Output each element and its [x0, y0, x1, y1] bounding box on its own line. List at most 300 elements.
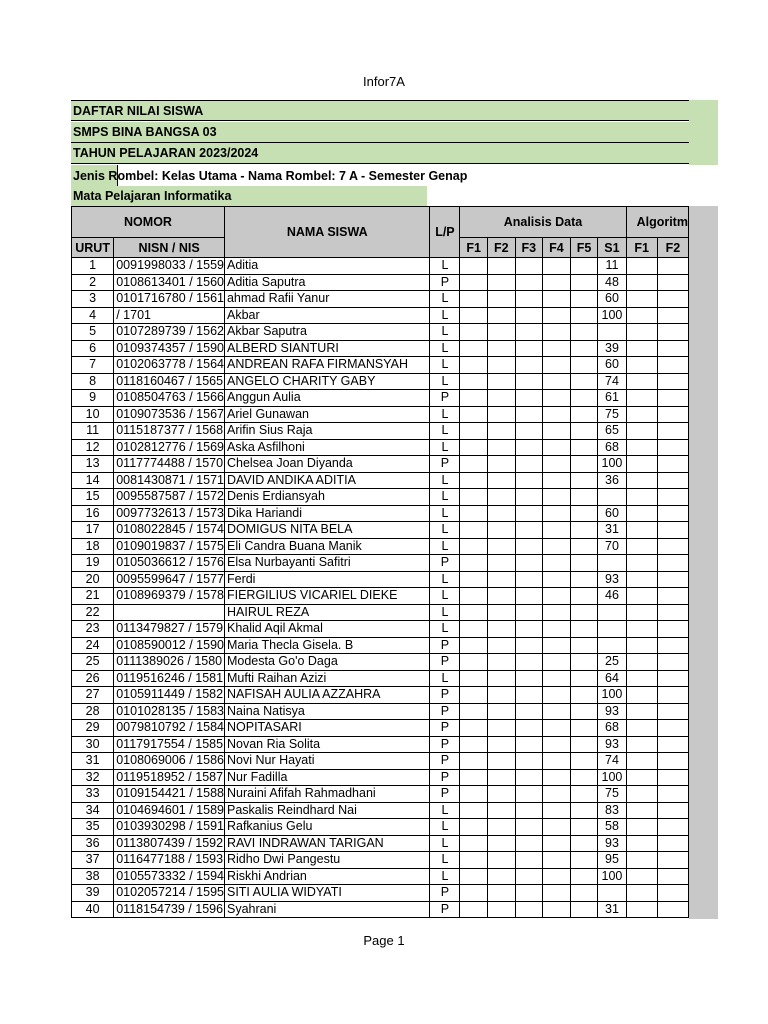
row-s1: 58	[598, 819, 626, 836]
row-algo-f2	[657, 373, 688, 390]
row-nama: HAIRUL REZA	[224, 604, 429, 621]
row-f3	[515, 423, 543, 440]
row-f4	[543, 654, 571, 671]
row-algo-f1	[626, 885, 657, 902]
row-algo-f1	[626, 868, 657, 885]
row-nisn: 0081430871 / 1571	[114, 472, 225, 489]
header-sub-f1: F1	[460, 238, 488, 258]
row-f2	[487, 687, 515, 704]
row-f3	[515, 439, 543, 456]
row-lp: P	[430, 720, 460, 737]
row-algo-f1	[626, 654, 657, 671]
row-f5	[570, 654, 598, 671]
row-nisn: 0109154421 / 1588	[114, 786, 225, 803]
row-f3	[515, 522, 543, 539]
row-nama: SITI AULIA WIDYATI	[224, 885, 429, 902]
row-f1	[460, 670, 488, 687]
row-f3	[515, 835, 543, 852]
row-f3	[515, 588, 543, 605]
row-f5	[570, 571, 598, 588]
table-row	[72, 406, 689, 423]
row-nisn: 0079810792 / 1584	[114, 720, 225, 737]
row-urut: 34	[72, 802, 114, 819]
row-urut: 11	[72, 423, 114, 440]
row-f3	[515, 505, 543, 522]
row-s1: 93	[598, 835, 626, 852]
row-algo-f2	[657, 522, 688, 539]
row-f5	[570, 687, 598, 704]
row-algo-f2	[657, 621, 688, 638]
row-algo-f1	[626, 753, 657, 770]
row-nisn: 0117917554 / 1585	[114, 736, 225, 753]
row-lp: P	[430, 885, 460, 902]
row-f5	[570, 472, 598, 489]
row-f4	[543, 258, 571, 275]
row-f4	[543, 406, 571, 423]
row-f1	[460, 439, 488, 456]
row-algo-f2	[657, 736, 688, 753]
row-f3	[515, 720, 543, 737]
row-f3	[515, 357, 543, 374]
row-f1	[460, 291, 488, 308]
table-row	[72, 489, 689, 506]
row-urut: 40	[72, 901, 114, 918]
row-algo-f1	[626, 687, 657, 704]
row-nisn: 0109019837 / 1575	[114, 538, 225, 555]
row-lp: P	[430, 736, 460, 753]
table-row	[72, 373, 689, 390]
row-nisn: 0119518952 / 1587	[114, 769, 225, 786]
row-f5	[570, 522, 598, 539]
row-algo-f2	[657, 786, 688, 803]
table-row	[72, 324, 689, 341]
row-s1: 46	[598, 588, 626, 605]
row-algo-f1	[626, 439, 657, 456]
row-algo-f2	[657, 703, 688, 720]
row-f5	[570, 258, 598, 275]
row-s1: 93	[598, 703, 626, 720]
row-f3	[515, 621, 543, 638]
row-s1: 31	[598, 522, 626, 539]
row-algo-f1	[626, 769, 657, 786]
row-algo-f1	[626, 373, 657, 390]
row-nisn: 0118154739 / 1596	[114, 901, 225, 918]
row-f2	[487, 769, 515, 786]
row-nisn: 0108069006 / 1586	[114, 753, 225, 770]
row-s1	[598, 324, 626, 341]
row-f5	[570, 802, 598, 819]
row-nama: Nur Fadilla	[224, 769, 429, 786]
row-s1	[598, 621, 626, 638]
row-algo-f1	[626, 357, 657, 374]
row-algo-f2	[657, 901, 688, 918]
row-algo-f2	[657, 258, 688, 275]
row-f2	[487, 274, 515, 291]
row-lp: L	[430, 324, 460, 341]
header-sub-f3: F3	[515, 238, 543, 258]
row-f1	[460, 736, 488, 753]
row-f5	[570, 588, 598, 605]
row-f5	[570, 753, 598, 770]
row-f2	[487, 489, 515, 506]
row-algo-f1	[626, 819, 657, 836]
row-s1: 95	[598, 852, 626, 869]
row-lp: L	[430, 423, 460, 440]
table-row	[72, 538, 689, 555]
row-algo-f1	[626, 852, 657, 869]
table-row	[72, 291, 689, 308]
row-nisn: 0109073536 / 1567	[114, 406, 225, 423]
table-row	[72, 753, 689, 770]
row-urut: 37	[72, 852, 114, 869]
row-lp: L	[430, 621, 460, 638]
row-nama: RAVI INDRAWAN TARIGAN	[224, 835, 429, 852]
row-s1: 74	[598, 373, 626, 390]
row-f5	[570, 819, 598, 836]
row-nisn: 0101028135 / 1583	[114, 703, 225, 720]
row-s1: 64	[598, 670, 626, 687]
row-f5	[570, 456, 598, 473]
row-f2	[487, 456, 515, 473]
header-sub-f2: F2	[487, 238, 515, 258]
table-row	[72, 307, 689, 324]
row-algo-f1	[626, 621, 657, 638]
table-row	[72, 505, 689, 522]
row-f2	[487, 571, 515, 588]
row-urut: 7	[72, 357, 114, 374]
row-algo-f1	[626, 901, 657, 918]
row-algo-f1	[626, 835, 657, 852]
row-f4	[543, 753, 571, 770]
row-f1	[460, 406, 488, 423]
row-s1: 60	[598, 357, 626, 374]
row-f5	[570, 423, 598, 440]
row-f1	[460, 753, 488, 770]
row-lp: L	[430, 852, 460, 869]
row-f4	[543, 802, 571, 819]
row-f1	[460, 489, 488, 506]
row-nisn: 0117774488 / 1570	[114, 456, 225, 473]
row-f4	[543, 472, 571, 489]
row-f5	[570, 324, 598, 341]
row-f2	[487, 423, 515, 440]
row-f2	[487, 324, 515, 341]
row-nisn: 0109374357 / 1590	[114, 340, 225, 357]
row-algo-f1	[626, 588, 657, 605]
row-algo-f2	[657, 439, 688, 456]
row-nama: Eli Candra Buana Manik	[224, 538, 429, 555]
row-nisn: 0105911449 / 1582	[114, 687, 225, 704]
row-f2	[487, 720, 515, 737]
row-s1: 31	[598, 901, 626, 918]
row-nama: Akbar Saputra	[224, 324, 429, 341]
row-lp: P	[430, 555, 460, 572]
table-row	[72, 654, 689, 671]
row-lp: L	[430, 670, 460, 687]
row-f2	[487, 786, 515, 803]
row-nama: Khalid Aqil Akmal	[224, 621, 429, 638]
row-s1: 74	[598, 753, 626, 770]
table-row	[72, 901, 689, 918]
table-row	[72, 687, 689, 704]
row-urut: 6	[72, 340, 114, 357]
row-algo-f2	[657, 456, 688, 473]
row-algo-f2	[657, 538, 688, 555]
row-f5	[570, 670, 598, 687]
row-nama: Modesta Go'o Daga	[224, 654, 429, 671]
row-lp: P	[430, 753, 460, 770]
row-f5	[570, 489, 598, 506]
header-urut: URUT	[72, 238, 114, 258]
row-urut: 24	[72, 637, 114, 654]
row-f5	[570, 885, 598, 902]
row-s1: 83	[598, 802, 626, 819]
row-f3	[515, 819, 543, 836]
row-urut: 22	[72, 604, 114, 621]
row-f5	[570, 868, 598, 885]
row-f2	[487, 307, 515, 324]
row-f3	[515, 538, 543, 555]
row-f3	[515, 852, 543, 869]
row-f5	[570, 406, 598, 423]
row-f1	[460, 885, 488, 902]
row-f2	[487, 637, 515, 654]
row-f1	[460, 720, 488, 737]
row-lp: L	[430, 373, 460, 390]
row-f1	[460, 307, 488, 324]
row-f4	[543, 670, 571, 687]
row-nisn: 0119516246 / 1581	[114, 670, 225, 687]
page-footer: Page 1	[363, 933, 405, 948]
row-nama: Riskhi Andrian	[224, 868, 429, 885]
row-s1: 100	[598, 456, 626, 473]
row-f2	[487, 522, 515, 539]
row-algo-f1	[626, 736, 657, 753]
row-f3	[515, 571, 543, 588]
row-f4	[543, 505, 571, 522]
row-f5	[570, 786, 598, 803]
row-urut: 20	[72, 571, 114, 588]
header-algoritma: Algoritm	[626, 207, 688, 238]
row-nama: Maria Thecla Gisela. B	[224, 637, 429, 654]
table-row	[72, 852, 689, 869]
row-f2	[487, 472, 515, 489]
row-f1	[460, 852, 488, 869]
rombel-info: Jenis Rombel: Kelas Utama - Nama Rombel: 7 A - Semester Genap	[73, 169, 468, 183]
row-algo-f2	[657, 357, 688, 374]
row-algo-f2	[657, 324, 688, 341]
row-nisn: 0105573332 / 1594	[114, 868, 225, 885]
row-algo-f1	[626, 390, 657, 407]
row-f1	[460, 274, 488, 291]
row-f1	[460, 555, 488, 572]
row-lp: L	[430, 307, 460, 324]
row-s1: 68	[598, 720, 626, 737]
header-sub-algo-f2: F2	[657, 238, 688, 258]
row-s1: 93	[598, 736, 626, 753]
header-sub-f5: F5	[570, 238, 598, 258]
row-s1: 100	[598, 307, 626, 324]
row-nisn: 0108969379 / 1578	[114, 588, 225, 605]
row-f5	[570, 637, 598, 654]
row-f5	[570, 439, 598, 456]
row-algo-f1	[626, 505, 657, 522]
row-algo-f2	[657, 505, 688, 522]
row-nisn: 0104694601 / 1589	[114, 802, 225, 819]
row-lp: P	[430, 456, 460, 473]
row-f2	[487, 736, 515, 753]
row-algo-f1	[626, 456, 657, 473]
row-nama: Aditia	[224, 258, 429, 275]
row-lp: L	[430, 489, 460, 506]
row-f5	[570, 357, 598, 374]
row-f2	[487, 588, 515, 605]
row-algo-f2	[657, 637, 688, 654]
row-urut: 21	[72, 588, 114, 605]
row-algo-f2	[657, 720, 688, 737]
row-f4	[543, 687, 571, 704]
row-f2	[487, 654, 515, 671]
row-f1	[460, 505, 488, 522]
row-nama: Paskalis Reindhard Nai	[224, 802, 429, 819]
row-f3	[515, 258, 543, 275]
row-f1	[460, 868, 488, 885]
row-nisn: 0113807439 / 1592	[114, 835, 225, 852]
row-f1	[460, 901, 488, 918]
table-row	[72, 604, 689, 621]
row-nisn: 0116477188 / 1593	[114, 852, 225, 869]
row-nisn: 0091998033 / 1559	[114, 258, 225, 275]
row-f1	[460, 373, 488, 390]
row-algo-f2	[657, 571, 688, 588]
row-f1	[460, 835, 488, 852]
row-s1: 70	[598, 538, 626, 555]
row-algo-f2	[657, 423, 688, 440]
row-f1	[460, 258, 488, 275]
row-f3	[515, 885, 543, 902]
row-lp: L	[430, 472, 460, 489]
row-nisn: / 1701	[114, 307, 225, 324]
row-algo-f1	[626, 802, 657, 819]
row-s1: 36	[598, 472, 626, 489]
row-urut: 4	[72, 307, 114, 324]
row-nisn: 0115187377 / 1568	[114, 423, 225, 440]
table-row	[72, 423, 689, 440]
row-f1	[460, 588, 488, 605]
row-f2	[487, 538, 515, 555]
row-f4	[543, 868, 571, 885]
row-algo-f1	[626, 406, 657, 423]
row-lp: L	[430, 538, 460, 555]
row-f1	[460, 538, 488, 555]
row-f4	[543, 604, 571, 621]
row-nisn: 0097732613 / 1573	[114, 505, 225, 522]
row-lp: L	[430, 439, 460, 456]
row-lp: P	[430, 786, 460, 803]
row-f4	[543, 357, 571, 374]
row-urut: 28	[72, 703, 114, 720]
header-band-extension	[689, 100, 718, 165]
row-nisn: 0095599647 / 1577	[114, 571, 225, 588]
row-f5	[570, 901, 598, 918]
table-row	[72, 736, 689, 753]
row-urut: 14	[72, 472, 114, 489]
row-urut: 38	[72, 868, 114, 885]
row-f5	[570, 291, 598, 308]
row-nisn: 0108590012 / 1590	[114, 637, 225, 654]
row-urut: 2	[72, 274, 114, 291]
row-f2	[487, 621, 515, 638]
row-f3	[515, 736, 543, 753]
row-f5	[570, 307, 598, 324]
row-algo-f2	[657, 588, 688, 605]
row-urut: 31	[72, 753, 114, 770]
table-row	[72, 885, 689, 902]
page-header-title: Infor7A	[363, 74, 405, 89]
row-lp: L	[430, 868, 460, 885]
row-f1	[460, 819, 488, 836]
row-f1	[460, 522, 488, 539]
header-analisis-data: Analisis Data	[460, 207, 626, 238]
row-nama: Novi Nur Hayati	[224, 753, 429, 770]
row-nama: Syahrani	[224, 901, 429, 918]
row-f2	[487, 604, 515, 621]
row-f5	[570, 390, 598, 407]
row-algo-f1	[626, 324, 657, 341]
row-nama: ANGELO CHARITY GABY	[224, 373, 429, 390]
row-urut: 19	[72, 555, 114, 572]
row-f4	[543, 852, 571, 869]
row-f4	[543, 555, 571, 572]
row-f3	[515, 390, 543, 407]
row-algo-f2	[657, 802, 688, 819]
row-nisn: 0103930298 / 1591	[114, 819, 225, 836]
row-f1	[460, 703, 488, 720]
grade-table	[71, 206, 689, 918]
table-row	[72, 670, 689, 687]
row-f3	[515, 307, 543, 324]
row-urut: 32	[72, 769, 114, 786]
row-f3	[515, 901, 543, 918]
header-sub-f4: F4	[543, 238, 571, 258]
row-f1	[460, 769, 488, 786]
row-f5	[570, 769, 598, 786]
row-f2	[487, 802, 515, 819]
table-row	[72, 786, 689, 803]
row-s1: 61	[598, 390, 626, 407]
row-lp: P	[430, 274, 460, 291]
row-nama: FIERGILIUS VICARIEL DIEKE	[224, 588, 429, 605]
row-f2	[487, 390, 515, 407]
header-sub-s1: S1	[598, 238, 626, 258]
row-s1: 60	[598, 291, 626, 308]
row-urut: 16	[72, 505, 114, 522]
row-nama: NOPITASARI	[224, 720, 429, 737]
row-s1: 100	[598, 769, 626, 786]
row-s1: 65	[598, 423, 626, 440]
row-f2	[487, 258, 515, 275]
row-f5	[570, 604, 598, 621]
row-s1: 60	[598, 505, 626, 522]
row-f3	[515, 868, 543, 885]
row-f2	[487, 357, 515, 374]
row-f2	[487, 373, 515, 390]
row-f3	[515, 769, 543, 786]
row-lp: L	[430, 340, 460, 357]
row-algo-f2	[657, 819, 688, 836]
table-row	[72, 390, 689, 407]
row-f3	[515, 456, 543, 473]
